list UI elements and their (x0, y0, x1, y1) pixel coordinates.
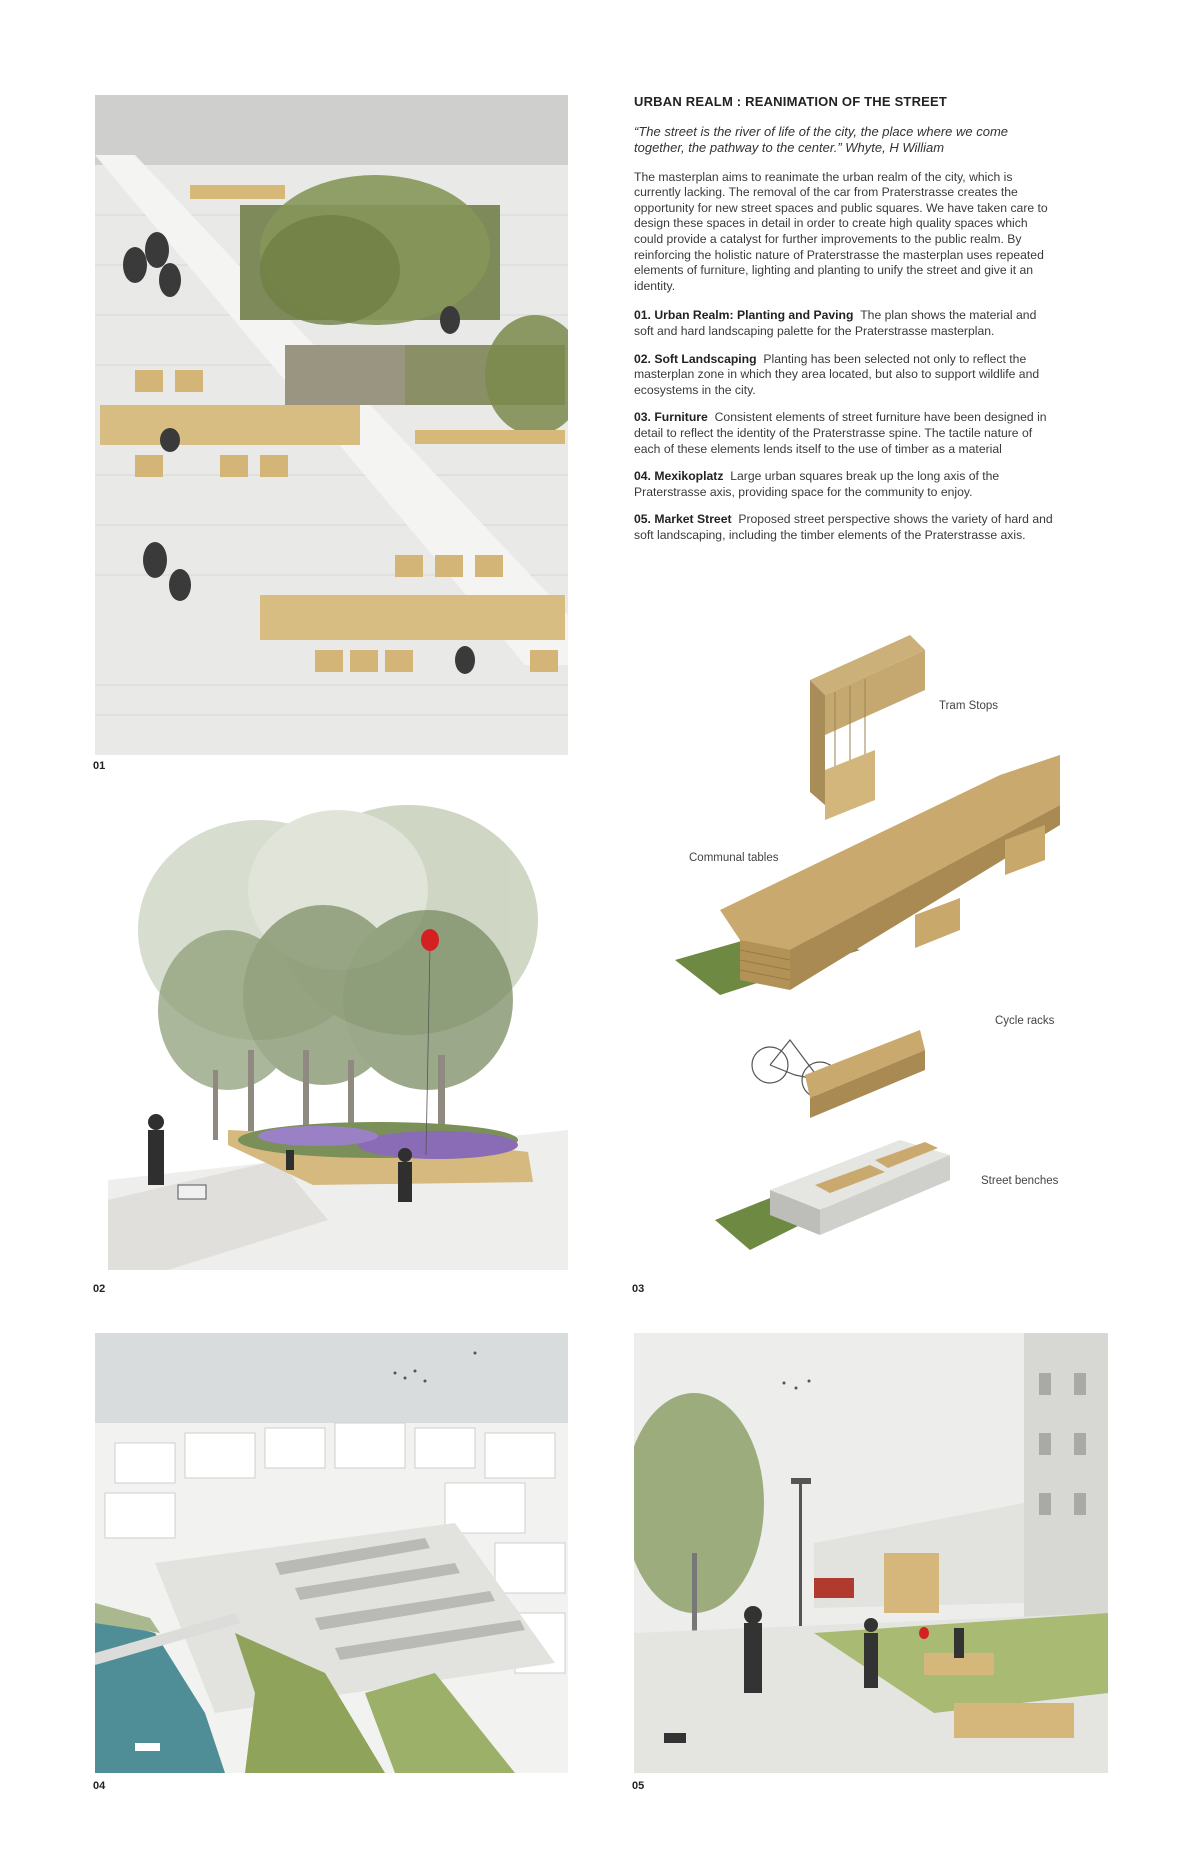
item-02 (634, 352, 1054, 399)
item-05 (634, 512, 1054, 543)
figure-05-label: 05 (632, 1780, 645, 1792)
quote-author: Whyte, H William (845, 139, 945, 155)
callout-cycle-racks: Cycle racks (995, 1015, 1055, 1027)
item-05-text: Proposed street perspective shows the variety of hard and soft landscaping, including the timber elements of the Praterstrasse axis. (634, 512, 1053, 542)
item-04-title: 04. Mexikoplatz (634, 469, 724, 484)
item-03 (634, 410, 1054, 457)
item-05-title: 05. Market Street (634, 512, 732, 527)
item-01 (634, 308, 1054, 339)
item-04-text: Large urban squares break up the long axis of the Praterstrasse axis, providing space for the community to enjoy. (634, 469, 1000, 499)
item-02-title: 02. Soft Landscaping (634, 351, 757, 366)
item-03-text: Consistent elements of street furniture have been designed in detail to reflect the identity of the Praterstrasse spine. The tactile nature of each of these elements lends itself to the use of timber as a material (634, 410, 1047, 456)
figure-05-market-street (634, 1333, 1108, 1773)
callout-tram-stops: Tram Stops (939, 700, 999, 712)
text-column (634, 94, 1054, 555)
item-04 (634, 469, 1054, 500)
quote-text: “The street is the river of life of the city, the place where we come together, the pathway to the center.” (634, 123, 1009, 155)
item-01-text: The plan shows the material and soft and hard landscaping palette for the Praterstrasse masterplan. (634, 308, 1037, 338)
figure-02-soft-landscaping (108, 800, 568, 1270)
figure-04-mexikoplatz (95, 1333, 568, 1773)
callout-street-benches: Street benches (981, 1175, 1059, 1187)
figure-02-label: 02 (93, 1283, 106, 1295)
figure-01-label: 01 (93, 760, 106, 772)
quote (634, 124, 1054, 156)
item-03-title: 03. Furniture (634, 410, 708, 425)
page-title: URBAN REALM : REANIMATION OF THE STREET (634, 94, 948, 109)
figure-04-label: 04 (93, 1780, 106, 1792)
intro-paragraph: The masterplan aims to reanimate the urban realm of the city, which is currently lacking. The removal of the car from Praterstrasse creates the opportunity for new street spaces and public squares. We have taken care to design these spaces in detail in order to create high quality spaces which could provide a catalyst for further improvements to the public realm. By reinforcing the holistic nature of Praterstrasse the masterplan uses repeated elements of furniture, lighting and planting to unify the street and give it an identity. (634, 169, 1048, 293)
item-02-text: Planting has been selected not only to reflect the masterplan zone in which they area located, but also to support wildlife and ecosystems in the city. (634, 351, 1040, 397)
item-01-title: 01. Urban Realm: Planting and Paving (634, 308, 854, 323)
callout-communal-tables: Communal tables (689, 852, 779, 864)
figure-01-plan (95, 95, 568, 755)
figure-03-label: 03 (632, 1283, 645, 1295)
